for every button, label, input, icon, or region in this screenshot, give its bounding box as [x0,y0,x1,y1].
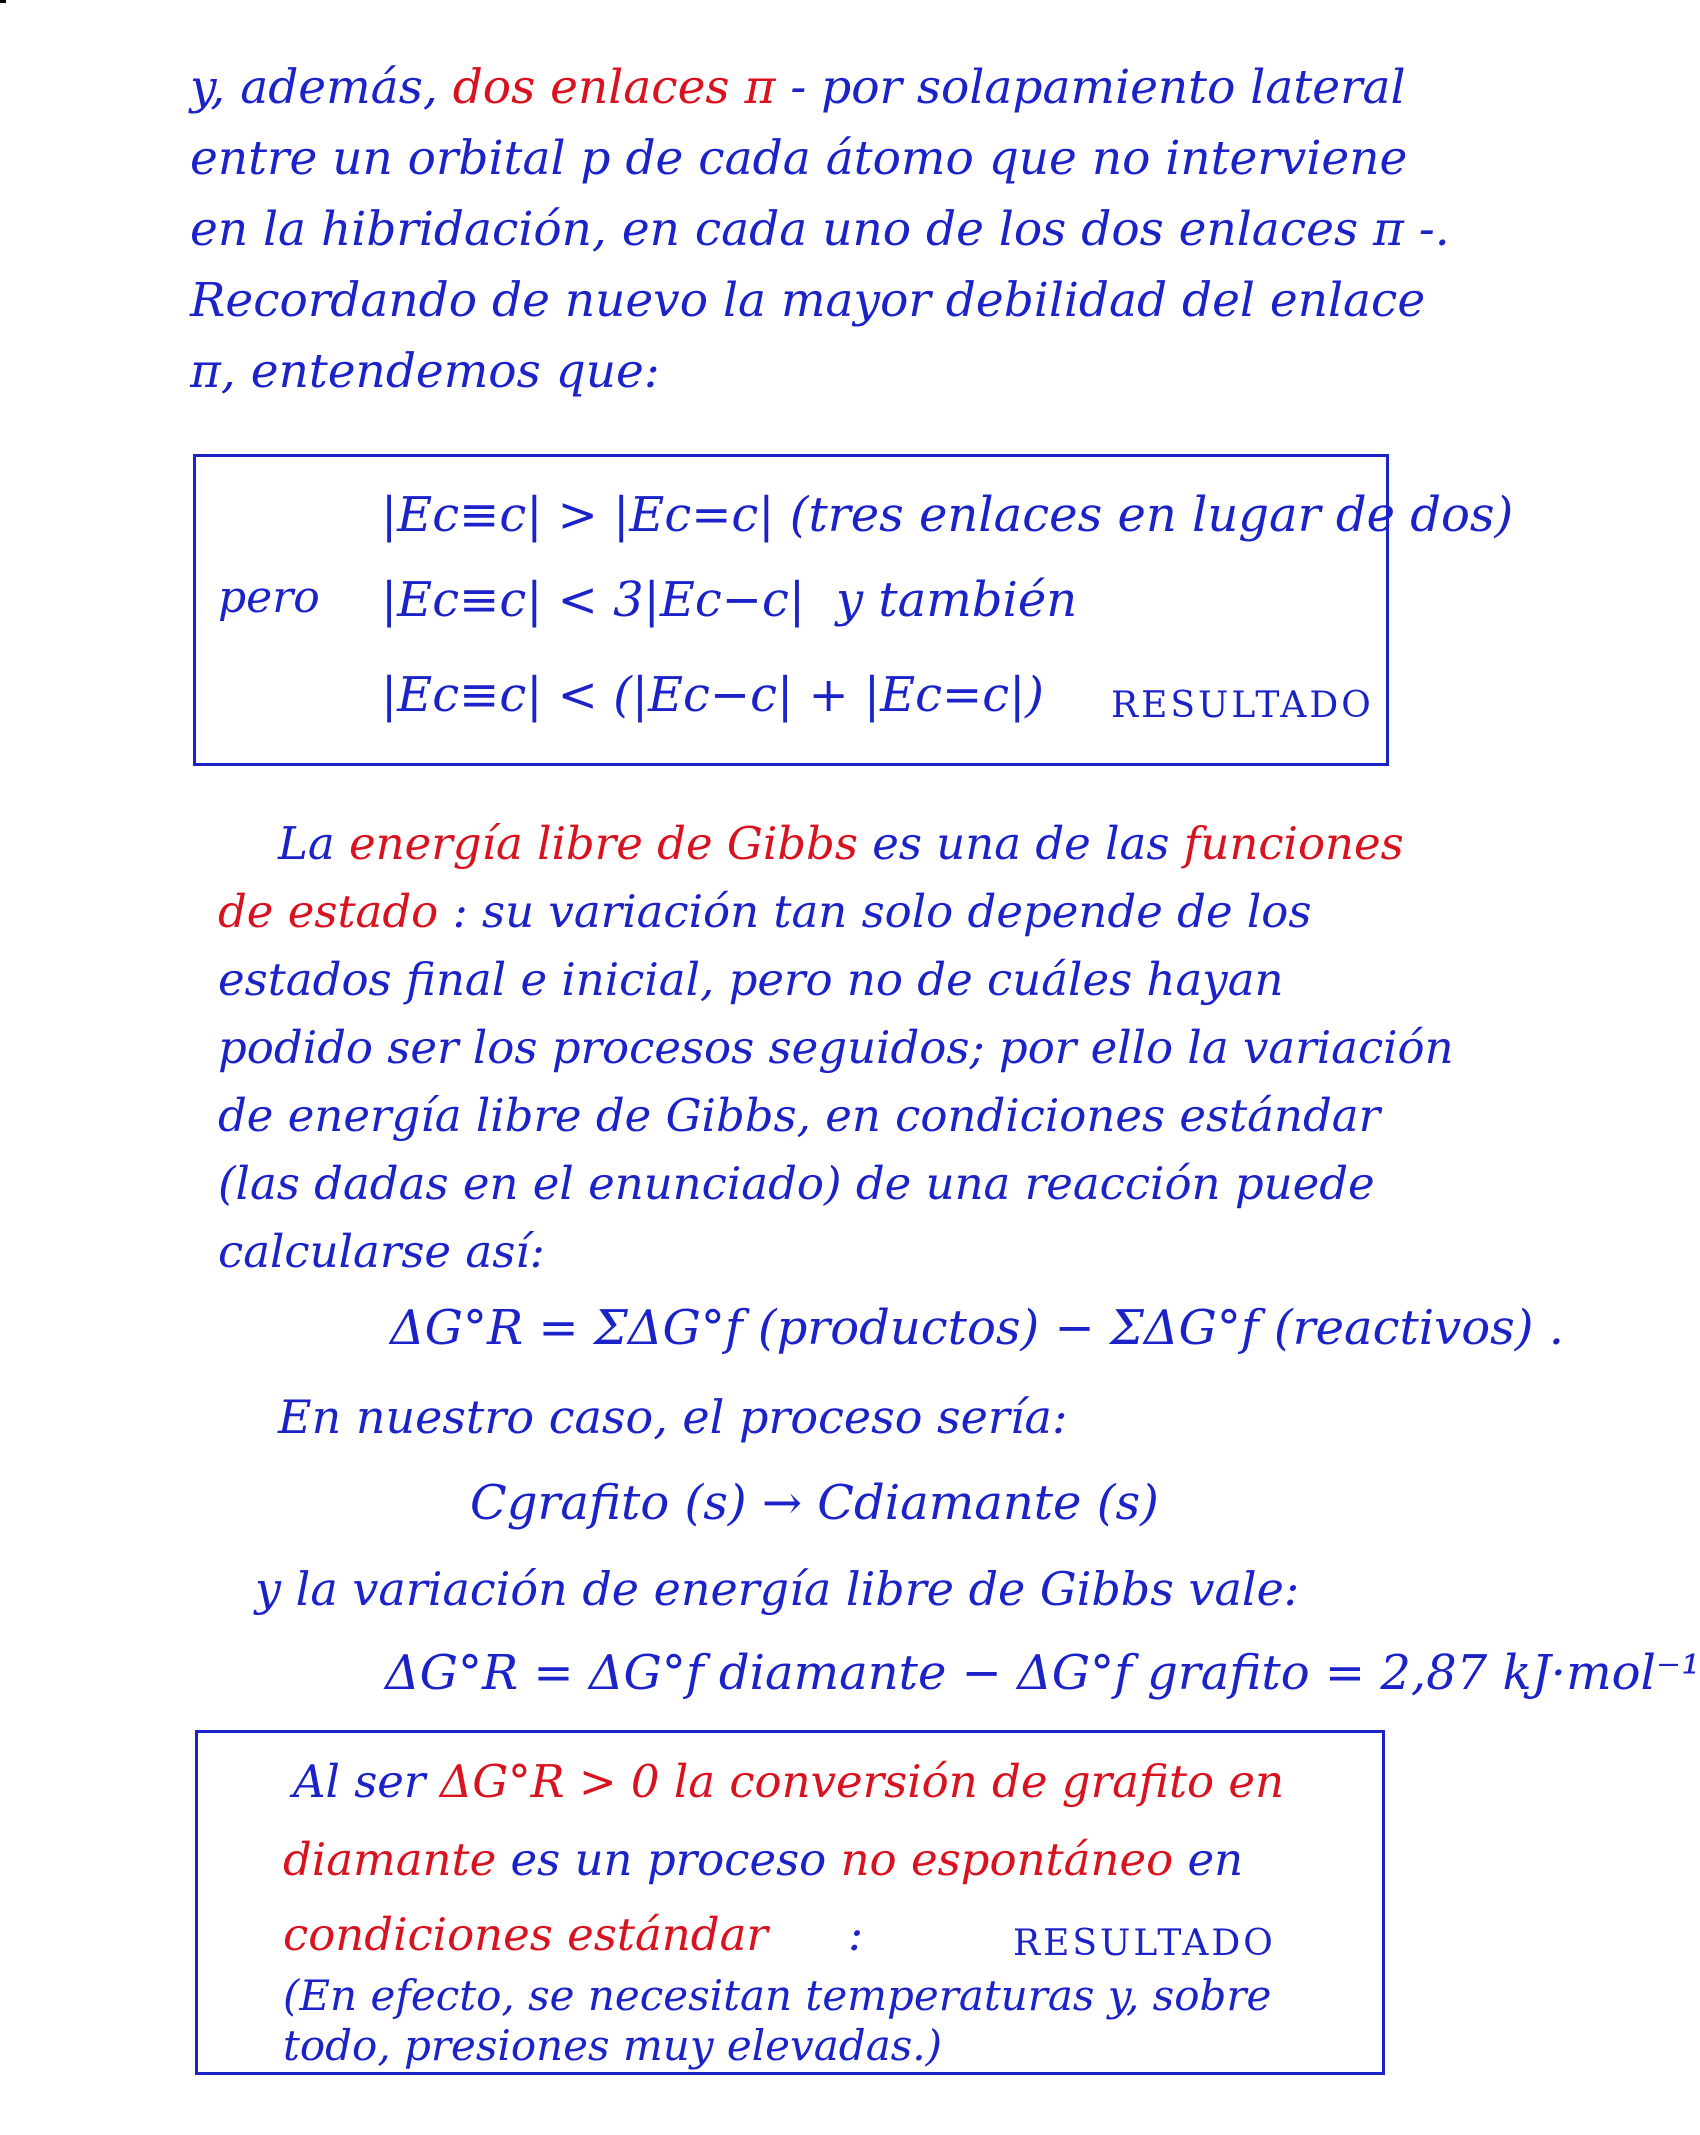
no-espontaneo-highlight: no espontáneo [840,1833,1174,1886]
intro-line-2: entre un orbital p de cada átomo que no interviene [190,131,1408,186]
page-corner-mark [0,0,6,3]
gibbs-value-equation: ΔG°R = ΔG°f diamante − ΔG°f grafito = 2,87 kJ·mol⁻¹ [385,1645,1700,1701]
gibbs-energy-highlight: energía libre de Gibbs [349,817,858,870]
resultado-tag-2: RESULTADO [1013,1923,1276,1964]
gibbs-paragraph [218,810,1454,1286]
functions-highlight: funciones [1183,817,1404,870]
result-box-bond-energies [193,454,1514,766]
conclusion-colon: : [848,1908,864,1961]
inequality-triple-vs-sum: |Ec≡c| < (|Ec−c| + |Ec=c|) [381,667,1045,723]
gibbs-value-intro: y la variación de energía libre de Gibbs vale: [255,1562,1300,1616]
process-equation: Cgrafito (s) → Cdiamante (s) [470,1475,1159,1531]
conclusion-note-2: todo, presiones muy elevadas.) [283,2021,943,2070]
process-intro: En nuestro caso, el proceso sería: [278,1390,1068,1444]
resultado-tag-1: RESULTADO [1111,685,1374,726]
conclusion-line-3: condiciones estándar [283,1908,768,1961]
result-box-conclusion [195,1730,1385,2075]
intro-line-3: en la hibridación, en cada uno de los dos enlaces π -. [190,202,1450,257]
state-highlight: de estado [218,885,439,938]
gibbs-line-7: calcularse así: [218,1225,545,1278]
inequality-triple-vs-single: |Ec≡c| < 3|Ec−c| [381,572,806,628]
conclusion-line-2: diamante es un proceso no espontáneo en [283,1833,1244,1886]
tambien-label: y también [836,572,1078,628]
delta-g-positive: ΔG°R > 0 [439,1755,660,1808]
gibbs-line-2: de estado : su variación tan solo depende de los [218,885,1312,938]
gibbs-line-3: estados final e inicial, pero no de cuáles hayan [218,953,1284,1006]
gibbs-line-1: La energía libre de Gibbs es una de las funciones [278,817,1404,870]
gibbs-line-6: (las dadas en el enunciado) de una reacción puede [218,1157,1375,1210]
gibbs-line-5: de energía libre de Gibbs, en condiciones estándar [218,1089,1381,1142]
gibbs-line-4: podido ser los procesos seguidos; por ello la variación [218,1021,1454,1074]
intro-line-4: Recordando de nuevo la mayor debilidad del enlace [190,273,1426,328]
intro-line-1: y, además, dos enlaces π - por solapamiento lateral [190,60,1406,115]
inequality-triple-vs-double: |Ec≡c| > |Ec=c| (tres enlaces en lugar de dos) [381,487,1514,543]
intro-line-5: π, entendemos que: [190,344,660,399]
intro-paragraph [190,52,1450,407]
pero-label: pero [218,572,320,623]
conclusion-note-1: (En efecto, se necesitan temperaturas y, sobre [283,1971,1272,2020]
conclusion-line-1: Al ser ΔG°R > 0 la conversión de grafito en [293,1755,1285,1808]
pi-bonds-highlight: dos enlaces π [452,60,776,115]
diamante-highlight: diamante [283,1833,497,1886]
formula-general: ΔG°R = ΣΔG°f (productos) − ΣΔG°f (reactivos) . [390,1300,1565,1356]
